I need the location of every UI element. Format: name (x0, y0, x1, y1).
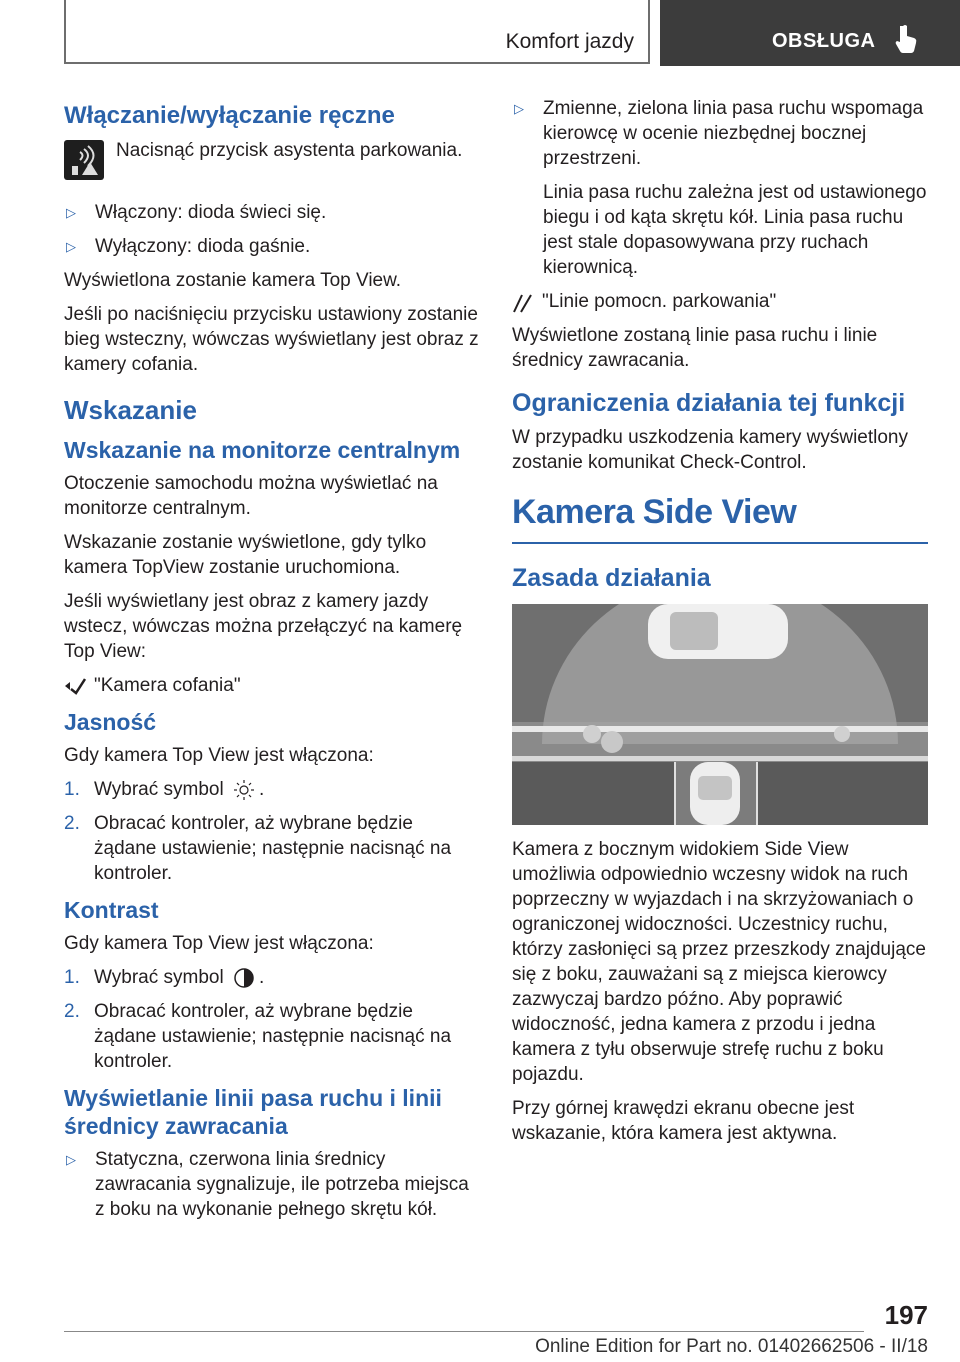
paragraph: Jeśli po naciśnięciu przycisku ustawiony zostanie bieg wsteczny, wówczas wyświetlany jest obraz z kamery cofania. (64, 304, 479, 375)
paragraph: Przy górnej krawędzi ekranu obecne jest wskazanie, która kamera jest aktywna. (512, 1098, 855, 1144)
heading-side-view: Kamera Side View (512, 493, 928, 544)
section-title: Komfort jazdy (505, 30, 634, 53)
triangle-bullet-icon: ▷ (66, 1152, 76, 1167)
list-item: 2. Obracać kontroler, aż wybrane będzie żądane ustawienie; następnie nacisnąć na kontroler. (64, 813, 452, 884)
heading-central-monitor: Wskazanie na monitorze centralnym (64, 437, 461, 463)
press-button-row (64, 138, 480, 184)
paragraph: Linia pasa ruchu zależna jest od ustawionego biegu i od kąta skrętu kół. Linia pasa ruchu jest stale dopasowywana przy ruchach kierownicą. (543, 182, 927, 278)
press-button-text: Nacisnąć przycisk asystenta parkowania. (116, 140, 463, 161)
right-column (512, 96, 928, 1155)
heading-manual-onoff: Włączanie/wyłączanie ręczne (64, 102, 395, 129)
triangle-bullet-icon: ▷ (66, 239, 76, 254)
paragraph: Jeśli wyświetlany jest obraz z kamery jazdy wstecz, wówczas można przełączyć na kamerę Top View: (64, 591, 463, 662)
chapter-tab[interactable] (660, 0, 960, 66)
rear-camera-icon (64, 677, 86, 695)
paragraph: Wskazanie zostanie wyświetlone, gdy tylko kamera TopView zostanie uruchomiona. (64, 532, 427, 578)
side-view-illustration (512, 604, 928, 825)
page-number: 197 (884, 1300, 928, 1330)
footer-divider (64, 1331, 864, 1332)
parking-lines-icon (512, 293, 534, 313)
chapter-tab-label: OBSŁUGA (772, 30, 876, 52)
paragraph: W przypadku uszkodzenia kamery wyświetlony zostanie komunikat Check-Control. (512, 427, 908, 473)
heading-limitations: Ograniczenia działania tej funkcji (512, 389, 906, 417)
triangle-bullet-icon: ▷ (66, 205, 76, 220)
rear-camera-option: "Kamera cofania" (64, 673, 480, 698)
list-item: ▷ Zmienne, zielona linia pasa ruchu wspomaga kierowcę w ocenie niezbędnej bocznej przestrzeni. (514, 98, 924, 169)
list-item: 2. Obracać kontroler, aż wybrane będzie żądane ustawienie; następnie nacisnąć na kontroler. (64, 1001, 452, 1072)
paragraph: Wyświetlona zostanie kamera Top View. (64, 270, 402, 291)
heading-brightness: Jasność (64, 709, 157, 735)
contrast-icon (233, 967, 255, 989)
paragraph: Kamera z bocznym widokiem Side View umożliwia odpowiednio wczesny widok na ruch poprzeczny w wyjazdach i na skrzyżowaniach o ograniczonej widoczności. Uczestnicy ruchu, którzy zasłonięci są przez przeszkody znajdujące się z boku, zauważani są z miejsca kierowcy zazwyczaj bardzo późno. Aby poprawić widoczność, jedna kamera z przodu i jedna kamera z tyłu obserwuje strefę ruchu z boku pojazdu. (512, 839, 926, 1085)
paragraph: Wyświetlone zostaną linie pasa ruchu i linie średnicy zawracania. (512, 325, 878, 371)
triangle-bullet-icon: ▷ (514, 101, 524, 116)
header-frame (64, 0, 650, 64)
brightness-sun-icon (233, 779, 255, 801)
list-item: ▷ Włączony: dioda świeci się. (66, 202, 327, 223)
heading-lane-lines: Wyświetlanie linii pasa ruchu i linii średnicy zawracania (64, 1085, 442, 1139)
paragraph: Otoczenie samochodu można wyświetlać na monitorze centralnym. (64, 473, 438, 519)
heading-contrast: Kontrast (64, 897, 159, 923)
list-item: 1. Wybrać symbol . (64, 779, 265, 800)
heading-display: Wskazanie (64, 395, 197, 425)
list-item: ▷ Statyczna, czerwona linia średnicy zawracania sygnalizuje, ile potrzeba miejsca z boku na wykonanie pełnego skrętu kół. (66, 1149, 469, 1220)
park-assist-button-icon (64, 140, 104, 180)
parking-lines-option: "Linie pomocn. parkowania" (512, 289, 928, 314)
edition-footer: Online Edition for Part no. 01402662506 - II/18 (535, 1336, 928, 1357)
left-column (64, 96, 480, 1231)
heading-principle: Zasada działania (512, 564, 711, 592)
paragraph: Gdy kamera Top View jest włączona: (64, 933, 374, 954)
pointing-hand-icon (894, 24, 918, 54)
list-item: ▷ Wyłączony: dioda gaśnie. (66, 236, 311, 257)
paragraph: Gdy kamera Top View jest włączona: (64, 745, 374, 766)
list-item: 1. Wybrać symbol . (64, 967, 265, 988)
